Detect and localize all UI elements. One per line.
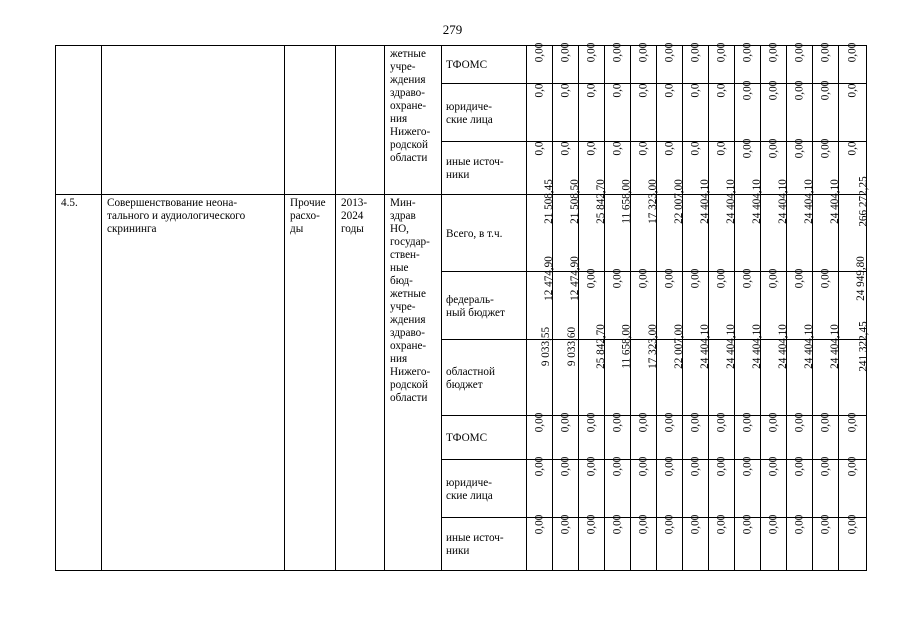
value-cell bbox=[735, 456, 761, 518]
value-cell bbox=[605, 456, 631, 518]
name-cell bbox=[102, 46, 285, 195]
value-text: 21 508,45 bbox=[542, 179, 555, 224]
value-cell bbox=[553, 456, 579, 518]
value-text: 0,00 bbox=[636, 268, 649, 289]
funding-source-cell bbox=[442, 142, 527, 195]
value-cell bbox=[605, 324, 633, 416]
value-text: 0,00 bbox=[714, 268, 727, 289]
funding-source-cell-text: юридиче- ские лица bbox=[446, 476, 493, 502]
value-text: 0,0 bbox=[845, 141, 858, 156]
value-cell bbox=[813, 514, 839, 571]
value-text: 0,00 bbox=[818, 42, 831, 63]
value-text: 22 007,00 bbox=[672, 179, 685, 224]
funding-source-cell bbox=[442, 518, 527, 571]
table-row bbox=[56, 195, 867, 272]
value-text: 0,00 bbox=[662, 412, 675, 433]
table-row bbox=[56, 46, 867, 84]
value-text: 0,00 bbox=[532, 42, 545, 63]
value-cell bbox=[527, 326, 553, 416]
value-text: 0,0 bbox=[532, 83, 545, 98]
value-cell bbox=[605, 514, 631, 571]
value-cell bbox=[787, 456, 813, 518]
value-text: 0,00 bbox=[818, 138, 831, 159]
value-text: 0,00 bbox=[688, 514, 701, 535]
value-text: 24 404,10 bbox=[698, 179, 711, 224]
value-text: 0,0 bbox=[558, 141, 571, 156]
value-text: 0,00 bbox=[792, 42, 805, 63]
executor-cell bbox=[385, 195, 442, 571]
value-text: 17 323,00 bbox=[646, 179, 659, 224]
value-text: 0,0 bbox=[688, 141, 701, 156]
value-text: 24 404,10 bbox=[750, 179, 763, 224]
value-cell bbox=[605, 412, 631, 460]
value-cell bbox=[553, 412, 579, 460]
value-cell bbox=[709, 179, 737, 272]
value-cell bbox=[579, 456, 605, 518]
value-text: 0,00 bbox=[662, 42, 675, 63]
value-text: 0,00 bbox=[740, 514, 753, 535]
value-cell bbox=[527, 514, 553, 571]
value-text: 0,00 bbox=[818, 456, 831, 477]
value-cell bbox=[735, 514, 761, 571]
value-text: 0,00 bbox=[766, 80, 779, 101]
value-text: 0,00 bbox=[792, 456, 805, 477]
value-text: 24 404,10 bbox=[750, 324, 763, 369]
value-text: 0,0 bbox=[845, 83, 858, 98]
value-text: 0,00 bbox=[766, 514, 779, 535]
value-cell bbox=[527, 84, 553, 142]
value-text: 0,00 bbox=[792, 412, 805, 433]
value-text: 0,00 bbox=[740, 80, 753, 101]
value-cell bbox=[709, 514, 735, 571]
value-cell bbox=[735, 42, 761, 84]
value-cell bbox=[605, 179, 633, 272]
funding-source-cell-text: федераль- ный бюджет bbox=[446, 293, 505, 319]
value-text: 0,00 bbox=[792, 268, 805, 289]
value-text: 0,00 bbox=[532, 514, 545, 535]
value-text: 24 404,10 bbox=[776, 324, 789, 369]
value-text: 0,00 bbox=[792, 138, 805, 159]
value-cell bbox=[709, 84, 735, 142]
funding-source-cell bbox=[442, 416, 527, 460]
funding-source-cell bbox=[442, 272, 527, 340]
value-cell bbox=[579, 412, 605, 460]
value-text: 0,00 bbox=[610, 514, 623, 535]
value-cell bbox=[553, 84, 579, 142]
value-cell bbox=[605, 84, 631, 142]
value-cell bbox=[631, 412, 657, 460]
value-text: 0,00 bbox=[766, 268, 779, 289]
budget-table bbox=[55, 42, 870, 571]
value-text: 0,00 bbox=[558, 456, 571, 477]
value-text: 24 404,10 bbox=[802, 179, 815, 224]
value-text: 0,00 bbox=[818, 268, 831, 289]
item-name-cell bbox=[102, 195, 285, 571]
value-cell bbox=[605, 42, 631, 84]
value-cell bbox=[657, 514, 683, 571]
value-text: 22 007,00 bbox=[672, 324, 685, 369]
item-number-cell-text: 4.5. bbox=[61, 197, 78, 209]
value-cell bbox=[527, 412, 553, 460]
funding-source-cell-text: ТФОМС bbox=[446, 59, 488, 71]
expense-type-cell-text: Прочие расхо- ды bbox=[290, 197, 326, 235]
value-text: 0,00 bbox=[714, 456, 727, 477]
value-text: 0,00 bbox=[558, 514, 571, 535]
number-cell bbox=[56, 46, 102, 195]
value-text: 0,00 bbox=[740, 42, 753, 63]
value-text: 0,00 bbox=[766, 42, 779, 63]
page-number: 279 bbox=[442, 22, 463, 37]
value-text: 0,00 bbox=[845, 514, 858, 535]
value-cell bbox=[709, 412, 735, 460]
value-text: 0,00 bbox=[636, 412, 649, 433]
value-text: 0,00 bbox=[688, 268, 701, 289]
value-text: 24 404,10 bbox=[828, 324, 841, 369]
value-text: 12 474,90 bbox=[568, 256, 581, 301]
value-cell bbox=[683, 84, 709, 142]
value-cell bbox=[579, 179, 607, 272]
funding-source-cell-text: ТФОМС bbox=[446, 432, 488, 444]
value-text: 0,0 bbox=[558, 83, 571, 98]
value-text: 9 033,55 bbox=[540, 326, 553, 367]
value-cell bbox=[631, 84, 657, 142]
value-text: 0,00 bbox=[818, 514, 831, 535]
value-text: 0,00 bbox=[636, 514, 649, 535]
value-cell bbox=[553, 514, 579, 571]
value-cell bbox=[657, 179, 685, 272]
value-cell bbox=[631, 42, 657, 84]
value-cell bbox=[839, 514, 867, 571]
value-text: 0,00 bbox=[740, 138, 753, 159]
funding-source-cell bbox=[442, 460, 527, 518]
value-cell bbox=[657, 456, 683, 518]
value-cell bbox=[657, 42, 683, 84]
value-text: 0,0 bbox=[714, 83, 727, 98]
value-text: 0,00 bbox=[845, 456, 858, 477]
value-text: 0,00 bbox=[584, 456, 597, 477]
funding-source-cell-text: юридиче- ские лица bbox=[446, 100, 493, 126]
value-text: 0,00 bbox=[845, 412, 858, 433]
value-cell bbox=[787, 80, 813, 142]
value-cell bbox=[683, 412, 709, 460]
value-cell bbox=[527, 456, 553, 518]
value-text: 0,00 bbox=[532, 456, 545, 477]
value-cell bbox=[813, 456, 839, 518]
value-text: 266 272,25 bbox=[857, 176, 870, 227]
value-cell bbox=[761, 412, 787, 460]
value-text: 0,00 bbox=[766, 138, 779, 159]
value-text: 0,0 bbox=[636, 141, 649, 156]
value-cell bbox=[761, 80, 787, 142]
value-text: 0,00 bbox=[610, 42, 623, 63]
value-text: 0,00 bbox=[610, 456, 623, 477]
value-text: 0,00 bbox=[584, 42, 597, 63]
funding-source-cell-text: областной бюджет bbox=[446, 365, 495, 391]
value-cell bbox=[553, 42, 579, 84]
value-text: 0,00 bbox=[584, 514, 597, 535]
funding-source-cell-text: иные источ- ники bbox=[446, 532, 504, 557]
value-cell bbox=[579, 514, 605, 571]
value-cell bbox=[579, 324, 607, 416]
value-text: 0,00 bbox=[714, 412, 727, 433]
period-cell bbox=[336, 195, 385, 571]
value-text: 0,00 bbox=[845, 42, 858, 63]
value-text: 0,00 bbox=[740, 412, 753, 433]
value-cell bbox=[709, 324, 737, 416]
value-text: 25 842,70 bbox=[594, 179, 607, 224]
value-text: 0,00 bbox=[584, 412, 597, 433]
value-cell bbox=[735, 324, 763, 416]
value-text: 24 404,10 bbox=[802, 324, 815, 369]
value-text: 0,00 bbox=[688, 456, 701, 477]
value-cell bbox=[761, 456, 787, 518]
value-cell bbox=[761, 324, 789, 416]
value-text: 0,0 bbox=[532, 141, 545, 156]
value-cell bbox=[839, 456, 867, 518]
value-text: 0,0 bbox=[662, 141, 675, 156]
value-text: 0,00 bbox=[792, 80, 805, 101]
value-cell bbox=[709, 456, 735, 518]
value-text: 0,00 bbox=[662, 268, 675, 289]
funding-source-cell bbox=[442, 195, 527, 272]
value-cell bbox=[579, 42, 605, 84]
value-cell bbox=[631, 324, 659, 416]
value-cell bbox=[813, 179, 841, 272]
value-text: 0,00 bbox=[740, 268, 753, 289]
value-cell bbox=[839, 84, 867, 142]
value-text: 0,00 bbox=[688, 42, 701, 63]
value-text: 0,00 bbox=[584, 268, 597, 289]
value-cell bbox=[527, 42, 553, 84]
executor-cell-text: жетные учре- ждения здраво- охране- ния Нижего- родской области bbox=[390, 48, 431, 164]
value-text: 0,00 bbox=[766, 412, 779, 433]
value-cell bbox=[813, 42, 839, 84]
value-cell bbox=[631, 456, 657, 518]
value-cell bbox=[839, 321, 870, 416]
value-cell bbox=[683, 42, 709, 84]
value-cell bbox=[839, 412, 867, 460]
value-cell bbox=[657, 84, 683, 142]
value-cell bbox=[657, 324, 685, 416]
value-text: 24 949,80 bbox=[854, 256, 867, 301]
value-cell bbox=[683, 324, 711, 416]
value-cell bbox=[683, 514, 709, 571]
value-text: 0,00 bbox=[792, 514, 805, 535]
funding-source-cell-text: иные источ- ники bbox=[446, 156, 504, 181]
period-cell bbox=[336, 46, 385, 195]
value-cell bbox=[735, 179, 763, 272]
funding-source-cell bbox=[442, 84, 527, 142]
expense-type-cell bbox=[285, 46, 336, 195]
value-text: 0,0 bbox=[610, 141, 623, 156]
value-text: 0,00 bbox=[818, 412, 831, 433]
funding-source-cell bbox=[442, 340, 527, 416]
value-text: 0,00 bbox=[636, 42, 649, 63]
executor-cell-text: Мин- здрав НО, государ- ствен- ные бюд- жетные учре- ждения здраво- охране- ния Нижего- родской области bbox=[390, 197, 431, 404]
value-cell bbox=[553, 326, 579, 416]
value-text: 0,0 bbox=[662, 83, 675, 98]
value-cell bbox=[787, 412, 813, 460]
value-cell bbox=[683, 179, 711, 272]
value-text: 0,00 bbox=[818, 80, 831, 101]
value-text: 0,00 bbox=[558, 42, 571, 63]
value-cell bbox=[813, 412, 839, 460]
value-text: 0,0 bbox=[636, 83, 649, 98]
value-text: 24 404,10 bbox=[828, 179, 841, 224]
value-text: 241 322,45 bbox=[857, 321, 870, 372]
value-cell bbox=[839, 42, 867, 84]
value-text: 0,0 bbox=[584, 141, 597, 156]
value-cell bbox=[787, 324, 815, 416]
value-text: 0,00 bbox=[662, 456, 675, 477]
value-text: 0,00 bbox=[766, 456, 779, 477]
value-text: 17 323,00 bbox=[646, 324, 659, 369]
value-cell bbox=[813, 80, 839, 142]
item-name-cell-text: Совершенствование неона- тального и аудиологического скрининга bbox=[107, 197, 246, 235]
value-text: 0,00 bbox=[740, 456, 753, 477]
value-cell bbox=[631, 179, 659, 272]
executor-cell bbox=[385, 46, 442, 195]
value-text: 12 474,90 bbox=[542, 256, 555, 301]
value-text: 0,00 bbox=[688, 412, 701, 433]
value-text: 24 404,10 bbox=[724, 324, 737, 369]
value-cell bbox=[787, 42, 813, 84]
value-cell bbox=[787, 514, 813, 571]
value-text: 0,00 bbox=[610, 268, 623, 289]
value-text: 0,0 bbox=[610, 83, 623, 98]
value-cell bbox=[761, 42, 787, 84]
value-text: 0,00 bbox=[532, 412, 545, 433]
value-cell bbox=[761, 514, 787, 571]
value-text: 0,00 bbox=[714, 42, 727, 63]
value-text: 11 658,00 bbox=[620, 324, 633, 369]
value-text: 24 404,10 bbox=[776, 179, 789, 224]
value-text: 24 404,10 bbox=[698, 324, 711, 369]
value-text: 0,0 bbox=[584, 83, 597, 98]
value-text: 0,0 bbox=[688, 83, 701, 98]
value-text: 24 404,10 bbox=[724, 179, 737, 224]
value-cell bbox=[735, 412, 761, 460]
value-cell bbox=[683, 456, 709, 518]
value-cell bbox=[709, 42, 735, 84]
value-text: 9 033,60 bbox=[566, 326, 579, 367]
value-text: 21 508,50 bbox=[568, 179, 581, 224]
value-text: 0,00 bbox=[610, 412, 623, 433]
period-cell-text: 2013- 2024 годы bbox=[341, 197, 368, 235]
value-cell bbox=[787, 179, 815, 272]
value-cell bbox=[735, 80, 761, 142]
funding-source-cell bbox=[442, 46, 527, 84]
value-cell bbox=[813, 324, 841, 416]
value-text: 0,00 bbox=[636, 456, 649, 477]
value-text: 0,00 bbox=[662, 514, 675, 535]
value-cell bbox=[657, 412, 683, 460]
item-number-cell bbox=[56, 195, 102, 571]
funding-source-cell-text: Всего, в т.ч. bbox=[446, 227, 503, 240]
value-cell bbox=[631, 514, 657, 571]
value-cell bbox=[579, 84, 605, 142]
value-cell bbox=[761, 179, 789, 272]
value-text: 25 842,70 bbox=[594, 324, 607, 369]
value-text: 0,00 bbox=[714, 514, 727, 535]
value-text: 0,0 bbox=[714, 141, 727, 156]
expense-type-cell bbox=[285, 195, 336, 571]
value-text: 0,00 bbox=[558, 412, 571, 433]
value-text: 11 658,00 bbox=[620, 179, 633, 224]
